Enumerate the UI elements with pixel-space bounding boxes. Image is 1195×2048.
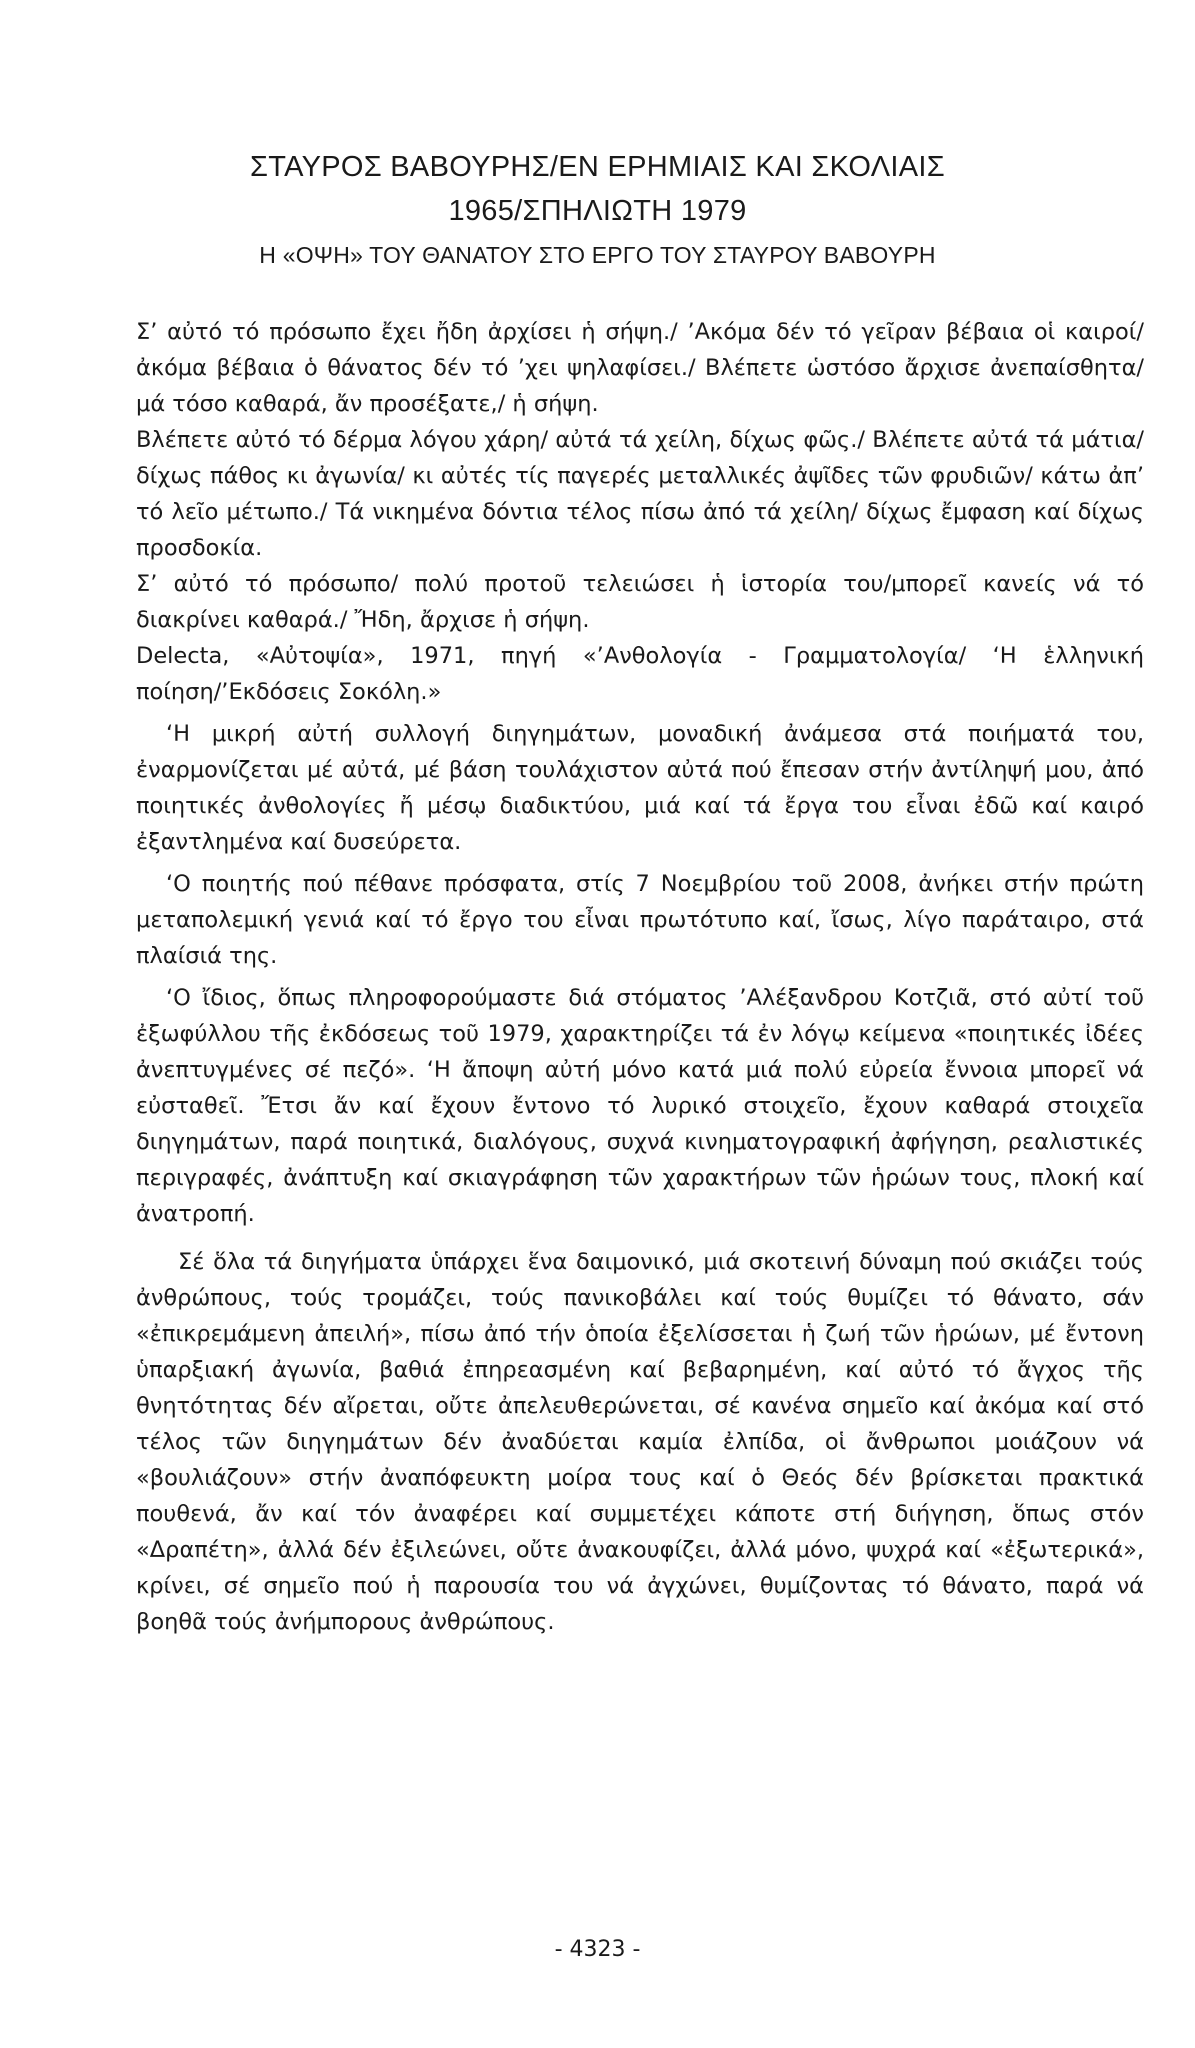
- body-text: [136, 314, 1144, 1640]
- quote-paragraph-1: Σ’ αὐτό τό πρόσωπο ἔχει ἤδη ἀρχίσει ἡ σήψη./ ’Ακόμα δέν τό γεῖραν βέβαια οἱ καιροί/ ἀκόμα βέβαια ὁ θάνατος δέν τό ’χει ψηλαφίσει./ Βλέπετε ὡστόσο ἄρχισε ἀνεπαίσθητα/ μά τόσο καθαρά, ἄν προσέξατε,/ ἡ σήψη.: [136, 319, 1144, 417]
- body-paragraph-4: Σέ ὅλα τά διηγήματα ὑπάρχει ἕνα δαιμονικό, μιά σκοτεινή δύναμη πού σκιάζει τούς ἀνθρώπους, τούς τρομάζει, τούς πανικοβάλει καί τούς θυμίζει τό θάνατο, σάν «ἐπικρεμάμενη ἀπειλή», πίσω ἀπό τήν ὁποία ἐξελίσσεται ἡ ζωή τῶν ἡρώων, μέ ἔντονη ὑπαρξιακή ἀγωνία, βαθιά ἐπηρεασμένη καί βεβαρημένη, καί αὐτό τό ἄγχος τῆς θνητότητας δέν αἴρεται, οὔτε ἀπελευθερώνεται, σέ κανένα σημεῖο καί ἀκόμα καί στό τέλος τῶν διηγημάτων δέν ἀναδύεται καμία ἐλπίδα, οἱ ἄνθρωποι μοιάζουν νά «βουλιάζουν» στήν ἀναπόφευκτη μοίρα τους καί ὁ Θεός δέν βρίσκεται πρακτικά πουθενά, ἄν καί τόν ἀναφέρει καί συμμετέχει κάποτε στή διήγηση, ὅπως στόν «Δραπέτη», ἀλλά δέν ἐξιλεώνει, οὔτε ἀνακουφίζει, ἀλλά μόνο, ψυχρά καί «ἐξωτερικά», κρίνει, σέ σημεῖο πού ἡ παρουσία του νά ἀγχώνει, θυμίζοντας τό θάνατο, παρά νά βοηθᾶ τούς ἀνήμπορους ἀνθρώπους.: [136, 1249, 1144, 1635]
- page-title-line-1: ΣΤΑΥΡΟΣ ΒΑΒΟΥΡΗΣ/ΕΝ ΕΡΗΜΙΑΙΣ ΚΑΙ ΣΚΟΛΙΑΙΣ: [249, 151, 945, 183]
- page-number: - 4323 -: [554, 1937, 641, 1962]
- quote-paragraph-3: Σ’ αὐτό τό πρόσωπο/ πολύ προτοῦ τελειώσει ἡ ἱστορία του/μπορεῖ κανείς νά τό διακρίνει καθαρά./ Ἤδη, ἄρχισε ἡ σήψη.: [136, 571, 1144, 633]
- body-paragraph-1: ‘Η μικρή αὐτή συλλογή διηγημάτων, μοναδική ἀνάμεσα στά ποιήματά του, ἐναρμονίζεται μέ αὐτά, μέ βάση τουλάχιστον αὐτά πού ἔπεσαν στήν ἀντίληψή μου, ἀπό ποιητικές ἀνθολογίες ἤ μέσῳ διαδικτύου, μιά καί τά ἔργα του εἶναι ἐδῶ καί καιρό ἐξαντλημένα καί δυσεύρετα.: [136, 721, 1144, 855]
- title-block: [0, 145, 1195, 273]
- quote-paragraph-2: Βλέπετε αὐτό τό δέρμα λόγου χάρη/ αὐτά τά χείλη, δίχως φῶς./ Βλέπετε αὐτά τά μάτια/ δίχως πάθος κι ἀγωνία/ κι αὐτές τίς παγερές μεταλλικές ἀψῖδες τῶν φρυδιῶν/ κάτω ἀπ’ τό λεῖο μέτωπο./ Τά νικημένα δόντια τέλος πίσω ἀπό τά χείλη/ δίχως ἔμφαση καί δίχως προσδοκία.: [136, 427, 1144, 561]
- page-title-line-2: 1965/ΣΠΗΛΙΩΤΗ 1979: [448, 195, 747, 227]
- body-paragraph-3: ‘Ο ἴδιος, ὅπως πληροφορούμαστε διά στόματος ’Αλέξανδρου Κοτζιᾶ, στό αὐτί τοῦ ἐξωφύλλου τῆς ἐκδόσεως τοῦ 1979, χαρακτηρίζει τά ἐν λόγῳ κείμενα «ποιητικές ἰδέες ἀνεπτυγμένες σέ πεζό». ‘Η ἄποψη αὐτή μόνο κατά μιά πολύ εὐρεία ἔννοια μπορεῖ νά εὐσταθεῖ. Ἔτσι ἄν καί ἔχουν ἔντονο τό λυρικό στοιχεῖο, ἔχουν καθαρά στοιχεῖα διηγημάτων, παρά ποιητικά, διαλόγους, συχνά κινηματογραφική ἀφήγηση, ρεαλιστικές περιγραφές, ἀνάπτυξη καί σκιαγράφηση τῶν χαρακτήρων τῶν ἡρώων τους, πλοκή καί ἀνατροπή.: [136, 985, 1144, 1227]
- page-subtitle: Η «ΟΨΗ» ΤΟΥ ΘΑΝΑΤΟΥ ΣΤΟ ΕΡΓΟ ΤΟΥ ΣΤΑΥΡΟΥ ΒΑΒΟΥΡΗ: [259, 242, 936, 268]
- body-paragraph-2: ‘Ο ποιητής πού πέθανε πρόσφατα, στίς 7 Νοεμβρίου τοῦ 2008, ἀνήκει στήν πρώτη μεταπολεμική γενιά καί τό ἔργο του εἶναι πρωτότυπο καί, ἴσως, λίγο παράταιρο, στά πλαίσιά της.: [136, 871, 1144, 969]
- quote-source: Delecta, «Αὐτοψία», 1971, πηγή «’Ανθολογία - Γραμματολογία/ ‘Η ἑλληνική ποίηση/’Εκδόσεις Σοκόλη.»: [136, 643, 1144, 705]
